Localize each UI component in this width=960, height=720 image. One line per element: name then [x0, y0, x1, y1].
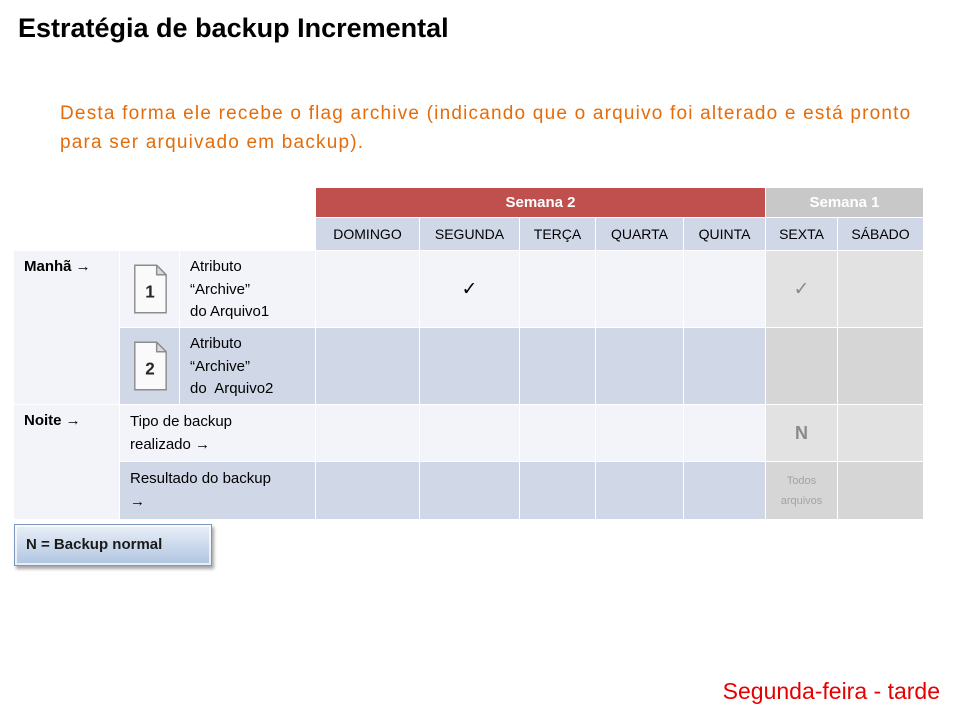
day-header-segunda: SEGUNDA [420, 218, 520, 251]
cell-arquivo2-sabado [838, 328, 924, 405]
arquivo2-icon-cell [120, 328, 180, 405]
row-label-manha: Manhã → [14, 251, 120, 405]
cell-arquivo2-quarta [596, 328, 684, 405]
day-header-sabado: SÁBADO [838, 218, 924, 251]
day-header-quinta: QUINTA [684, 218, 766, 251]
cell-resultado-segunda [420, 462, 520, 520]
cell-arquivo2-quinta [684, 328, 766, 405]
day-header-domingo: DOMINGO [316, 218, 420, 251]
slide-footer-label: Segunda-feira - tarde [722, 678, 940, 704]
day-header-sexta: SEXTA [766, 218, 838, 251]
week-header-semana-2: Semana 2 [316, 188, 766, 218]
cell-arquivo1-quinta [684, 251, 766, 328]
row-label-resultado-backup: Resultado do backup → [120, 462, 316, 520]
cell-tipo-backup-segunda [420, 405, 520, 462]
cell-arquivo1-domingo [316, 251, 420, 328]
cell-tipo-backup-quarta [596, 405, 684, 462]
cell-tipo-backup-sabado [838, 405, 924, 462]
arquivo1-attribute-label: Atributo “Archive” do Arquivo1 [180, 251, 316, 328]
cell-resultado-domingo [316, 462, 420, 520]
file-icon [131, 262, 169, 316]
cell-resultado-terca [520, 462, 596, 520]
day-header-terca: TERÇA [520, 218, 596, 251]
cell-arquivo1-quarta [596, 251, 684, 328]
cell-arquivo1-sabado [838, 251, 924, 328]
slide-description: Desta forma ele recebe o flag archive (indicando que o arquivo foi alterado e está pronto para ser arquivado em backup). [60, 103, 912, 153]
cell-tipo-backup-domingo [316, 405, 420, 462]
row-label-noite: Noite → [14, 405, 120, 520]
cell-arquivo1-terca [520, 251, 596, 328]
cell-arquivo2-sexta [766, 328, 838, 405]
slide-title: Estratégia de backup Incremental [18, 13, 449, 43]
cell-arquivo2-segunda [420, 328, 520, 405]
day-header-quarta: QUARTA [596, 218, 684, 251]
cell-arquivo1-segunda: ✓ [420, 251, 520, 328]
file-number: 2 [144, 359, 155, 379]
cell-tipo-backup-terca [520, 405, 596, 462]
cell-resultado-quinta [684, 462, 766, 520]
week-header-semana-1: Semana 1 [766, 188, 924, 218]
cell-tipo-backup-sexta: N [766, 405, 838, 462]
cell-resultado-quarta [596, 462, 684, 520]
arquivo2-attribute-label: Atributo “Archive” do Arquivo2 [180, 328, 316, 405]
cell-arquivo1-sexta: ✓ [766, 251, 838, 328]
arquivo1-icon-cell [120, 251, 180, 328]
row-label-tipo-backup: Tipo de backup realizado → [120, 405, 316, 462]
cell-resultado-sexta: Todos arquivos [766, 462, 838, 520]
backup-schedule-table [14, 188, 924, 520]
legend-label: N = Backup normal [26, 536, 163, 553]
file-icon [131, 339, 169, 393]
file-number: 1 [144, 282, 155, 302]
legend-box [14, 524, 212, 566]
cell-tipo-backup-quinta [684, 405, 766, 462]
table-corner [14, 188, 316, 251]
cell-arquivo2-terca [520, 328, 596, 405]
cell-resultado-sabado [838, 462, 924, 520]
cell-arquivo2-domingo [316, 328, 420, 405]
